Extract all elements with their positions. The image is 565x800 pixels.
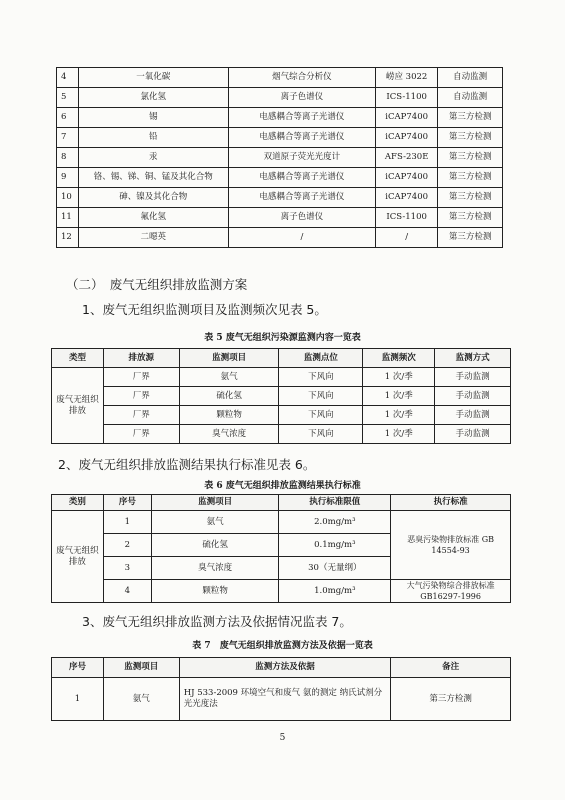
table6-cell: 颗粒物: [151, 580, 279, 603]
table6-header: 执行标准: [391, 495, 511, 511]
table-cell: 10: [57, 188, 79, 208]
table5-header: 监测点位: [279, 349, 363, 368]
table-cell: AFS-230E: [376, 148, 438, 168]
table7-header: 监测项目: [103, 658, 179, 678]
table-cell: iCAP7400: [376, 128, 438, 148]
table-cell: 锡: [78, 108, 228, 128]
table-cell: 电感耦合等离子光谱仪: [228, 108, 376, 128]
table5-cell: 下风向: [279, 406, 363, 425]
table-row: [57, 68, 503, 88]
table-cell: 电感耦合等离子光谱仪: [228, 128, 376, 148]
table6-header: 序号: [103, 495, 151, 511]
table-cell: iCAP7400: [376, 108, 438, 128]
table-row: [57, 108, 503, 128]
table6-header: 监测项目: [151, 495, 279, 511]
table-cell: 7: [57, 128, 79, 148]
table-cell: 第三方检测: [438, 128, 503, 148]
table5-cell: 1 次/季: [363, 387, 435, 406]
table-cell: ICS-1100: [376, 88, 438, 108]
table6-standard-1: 恶臭污染物排放标准 GB 14554-93: [391, 511, 511, 580]
table6-cell: 2.0mg/m³: [279, 511, 391, 534]
table-row: [57, 88, 503, 108]
table5-cell: 手动监测: [435, 406, 511, 425]
table-cell: 第三方检测: [438, 168, 503, 188]
table7-cell: HJ 533-2009 环境空气和废气 氨的测定 纳氏试剂分光光度法: [179, 678, 391, 721]
table6-standard-2: 大气污染物综合排放标准 GB16297-1996: [391, 580, 511, 603]
table-cell: 电感耦合等离子光谱仪: [228, 188, 376, 208]
table6-header: 执行标准限值: [279, 495, 391, 511]
table-cell: 自动监测: [438, 88, 503, 108]
paragraph-1: 1、废气无组织监测项目及监测频次见表 5。: [82, 302, 327, 317]
table-cell: 第三方检测: [438, 148, 503, 168]
table5-cell: 颗粒物: [179, 406, 279, 425]
table5-header: 监测方式: [435, 349, 511, 368]
table-row: [57, 128, 503, 148]
table-cell: 第三方检测: [438, 208, 503, 228]
table5-cell: 下风向: [279, 387, 363, 406]
table-cell: 崂应 3022: [376, 68, 438, 88]
table5-cell: 手动监测: [435, 387, 511, 406]
table5-header: 监测项目: [179, 349, 279, 368]
table-cell: 铬、锡、锑、铜、锰及其化合物: [78, 168, 228, 188]
table6: [51, 494, 511, 603]
table6-caption: 表 6 废气无组织排放监测结果执行标准: [204, 481, 361, 491]
table-cell: 12: [57, 228, 79, 248]
table-row: [57, 168, 503, 188]
table7-cell: 氨气: [103, 678, 179, 721]
table-cell: 离子色谱仪: [228, 208, 376, 228]
table-row: [52, 425, 511, 444]
table6-cell: 3: [103, 557, 151, 580]
table7-cell: 第三方检测: [391, 678, 511, 721]
table-cell: 离子色谱仪: [228, 88, 376, 108]
table6-cell: 1: [103, 511, 151, 534]
table-cell: 9: [57, 168, 79, 188]
table5-cell: 硫化氢: [179, 387, 279, 406]
table-cell: 4: [57, 68, 79, 88]
table5-cell: 1 次/季: [363, 425, 435, 444]
table-cell: 第三方检测: [438, 188, 503, 208]
table7-cell: 1: [52, 678, 104, 721]
monitoring-items-table: [56, 67, 503, 248]
table-cell: 氯化氢: [78, 88, 228, 108]
table6-cell: 0.1mg/m³: [279, 534, 391, 557]
table-cell: 8: [57, 148, 79, 168]
table5: [51, 348, 511, 444]
table5-cell: 臭气浓度: [179, 425, 279, 444]
table5-cell: 下风向: [279, 425, 363, 444]
table5-cell: 手动监测: [435, 425, 511, 444]
table7-caption: 表 7 废气无组织排放监测方法及依据一览表: [192, 641, 373, 651]
table6-header: 类别: [52, 495, 104, 511]
table-cell: 烟气综合分析仪: [228, 68, 376, 88]
table-row: [57, 148, 503, 168]
table7-header: 备注: [391, 658, 511, 678]
table5-header: 监测频次: [363, 349, 435, 368]
table-row: [57, 188, 503, 208]
table7-header: 序号: [52, 658, 104, 678]
table-cell: iCAP7400: [376, 168, 438, 188]
table-cell: 6: [57, 108, 79, 128]
table6-cell: 2: [103, 534, 151, 557]
table-cell: iCAP7400: [376, 188, 438, 208]
table5-header: 排放源: [103, 349, 179, 368]
table6-type: 废气无组织排放: [52, 511, 104, 603]
table5-cell: 厂界: [103, 406, 179, 425]
table5-cell: 厂界: [103, 425, 179, 444]
table5-cell: 手动监测: [435, 368, 511, 387]
table-cell: 第三方检测: [438, 228, 503, 248]
table-cell: 5: [57, 88, 79, 108]
table7-header: 监测方法及依据: [179, 658, 391, 678]
table7: [51, 657, 511, 721]
table6-cell: 氨气: [151, 511, 279, 534]
table-cell: 一氧化碳: [78, 68, 228, 88]
table6-cell: 30（无量纲）: [279, 557, 391, 580]
table-row: [52, 406, 511, 425]
table-cell: 铅: [78, 128, 228, 148]
table-cell: 自动监测: [438, 68, 503, 88]
page-number: 5: [279, 733, 286, 743]
table-cell: 11: [57, 208, 79, 228]
table5-header: 类型: [52, 349, 104, 368]
table-cell: 第三方检测: [438, 108, 503, 128]
table-row: [57, 208, 503, 228]
table-cell: 汞: [78, 148, 228, 168]
paragraph-3: 3、废气无组织排放监测方法及依据情况监表 7。: [82, 614, 352, 629]
table-row: [52, 368, 511, 387]
table-cell: 双道原子荧光光度计: [228, 148, 376, 168]
table5-cell: 1 次/季: [363, 368, 435, 387]
table-cell: /: [376, 228, 438, 248]
table5-cell: 厂界: [103, 387, 179, 406]
section-heading: （二） 废气无组织排放监测方案: [66, 277, 248, 292]
table6-cell: 4: [103, 580, 151, 603]
table5-type: 废气无组织排放: [52, 368, 104, 444]
table6-cell: 1.0mg/m³: [279, 580, 391, 603]
table6-cell: 硫化氢: [151, 534, 279, 557]
table5-cell: 下风向: [279, 368, 363, 387]
table-row: [52, 387, 511, 406]
table-cell: /: [228, 228, 376, 248]
table5-cell: 1 次/季: [363, 406, 435, 425]
table-row: [57, 228, 503, 248]
table-cell: 砷、镍及其化合物: [78, 188, 228, 208]
table5-cell: 厂界: [103, 368, 179, 387]
table6-cell: 臭气浓度: [151, 557, 279, 580]
table-cell: 电感耦合等离子光谱仪: [228, 168, 376, 188]
table5-cell: 氨气: [179, 368, 279, 387]
table-cell: 氟化氢: [78, 208, 228, 228]
paragraph-2: 2、废气无组织排放监测结果执行标准见表 6。: [58, 457, 316, 472]
table-cell: ICS-1100: [376, 208, 438, 228]
table5-caption: 表 5 废气无组织污染源监测内容一览表: [204, 333, 361, 343]
table-cell: 二噁英: [78, 228, 228, 248]
